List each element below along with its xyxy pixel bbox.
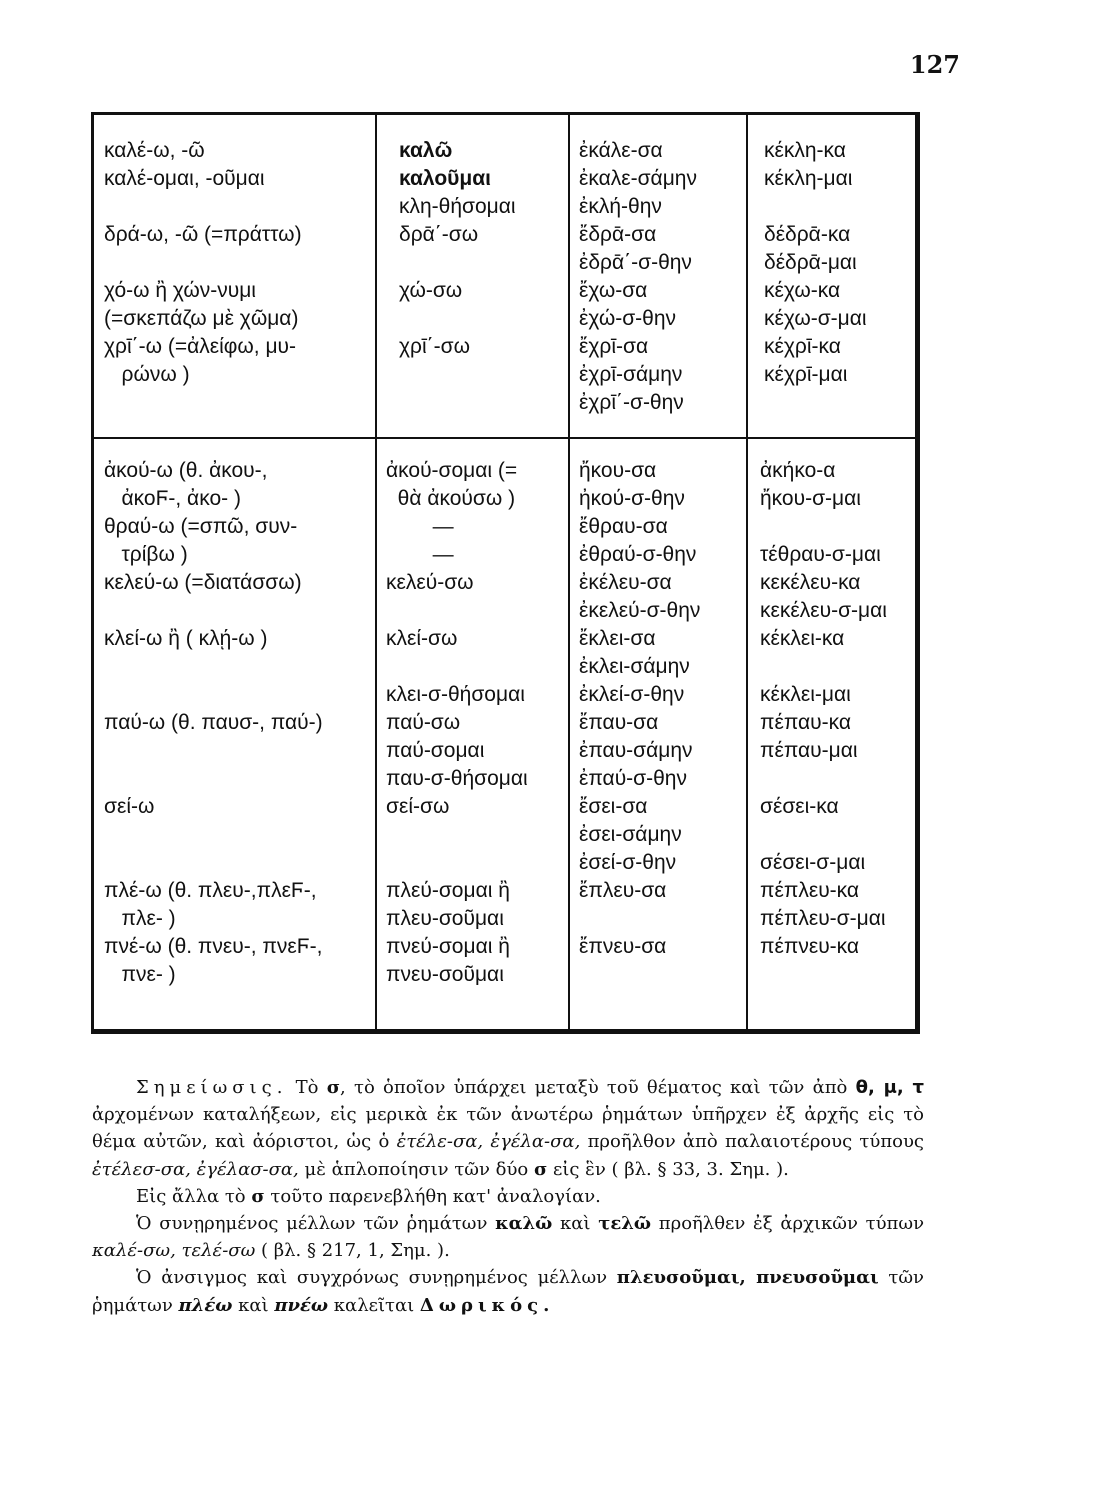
table-cell-line <box>104 821 323 849</box>
table-cell-line: ἐκάλε-σα <box>579 139 663 162</box>
table-cell-line: ἐκλει-σάμην <box>579 655 690 678</box>
table-cell-line: κέχω-σ-μαι <box>764 307 867 330</box>
table-cell-line: ἐκέλευ-σα <box>579 571 672 594</box>
table-cell-line: δέδρᾱ-μαι <box>764 251 857 274</box>
table-cell-line: παύ-σομαι <box>386 739 485 762</box>
table-cell-line: πέπαυ-κα <box>760 711 852 734</box>
table-cell-line <box>760 765 887 793</box>
table-cell-line: σεί-ω <box>104 795 155 818</box>
table-cell-line <box>104 193 302 221</box>
table-cell-line: ἐδρᾱ΄-σ-θην <box>579 251 692 274</box>
table-cell-line: κέκλει-κα <box>760 627 845 650</box>
note-paragraph: Εἰς ἄλλα τὸ σ τοῦτο παρενεβλήθη κατ' ἀναλογίαν. <box>136 1185 601 1207</box>
table-cell-line <box>760 653 887 681</box>
table-cell-line: ἔπλευ-σα <box>579 879 667 902</box>
table-cell-line: ἀκού-ω (θ. ἀκου-, <box>104 459 268 482</box>
table-cell-line: πνέ-ω (θ. πνευ-, πνεϜ-, <box>104 935 323 958</box>
table-cell-line: πνευ-σοῦμαι <box>386 963 504 986</box>
table-cell-line: ἐκλή-θην <box>579 195 662 218</box>
table-cell-line: ἐχρῑ-σάμην <box>579 363 683 386</box>
table-cell-line: ἐσει-σάμην <box>579 823 682 846</box>
table-cell-line: ἔσει-σα <box>579 795 648 818</box>
table-cell-line <box>104 765 323 793</box>
table-cell-line: θὰ ἀκούσω ) <box>386 487 516 510</box>
table-cell-line <box>104 737 323 765</box>
table-cell-line: ἔδρᾱ-σα <box>579 223 657 246</box>
table-cell-line: χρῑ΄-ω (=ἀλείφω, μυ- <box>104 335 297 358</box>
table-cell-line: παυ-σ-θήσομαι <box>386 767 528 790</box>
table-cell-line: κελεύ-ω (=διατάσσω) <box>104 571 302 594</box>
table-cell-line: ἐκελεύ-σ-θην <box>579 599 701 622</box>
table-cell-line: — <box>386 515 454 538</box>
column-divider <box>746 115 748 1029</box>
table-cell-line <box>386 821 528 849</box>
table-cell-line <box>104 849 323 877</box>
section1-future-column <box>399 137 516 361</box>
section2-future-column <box>386 457 528 989</box>
table-cell-line: κεκέλευ-σ-μαι <box>760 599 887 622</box>
table-cell-line: ἀκήκο-α <box>760 459 836 482</box>
table-cell-line: ρώνω ) <box>104 363 190 386</box>
table-cell-line <box>104 597 323 625</box>
table-cell-line: τρίβω ) <box>104 543 188 566</box>
table-cell-line: ἐσεί-σ-θην <box>579 851 677 874</box>
table-cell-line: χρῑ΄-σω <box>399 335 470 358</box>
table-cell-line <box>399 249 516 277</box>
table-cell-line <box>386 597 528 625</box>
table-cell-line: παύ-ω (θ. παυσ-, παύ-) <box>104 711 323 734</box>
table-cell-line: κέκλει-μαι <box>760 683 851 706</box>
table-cell-line: — <box>386 543 454 566</box>
table-cell-line: ἐχώ-σ-θην <box>579 307 677 330</box>
table-cell-line: πλευ-σοῦμαι <box>386 907 504 930</box>
table-cell-line: κέχω-κα <box>764 279 841 302</box>
table-cell-line: πέπλευ-κα <box>760 879 860 902</box>
table-cell-line: πλέ-ω (θ. πλευ-,πλεϜ-, <box>104 879 317 902</box>
table-cell-line <box>760 821 887 849</box>
table-cell-line: ἤκου-σα <box>579 459 657 482</box>
note-label: Σημείωσις. <box>136 1077 288 1098</box>
table-cell-line: καλέ-ομαι, -οῦμαι <box>104 167 265 190</box>
table-cell-line: τέθραυ-σ-μαι <box>760 543 881 566</box>
table-cell-line: σεί-σω <box>386 795 450 818</box>
table-cell-line: χό-ω ἢ χών-νυμι <box>104 279 256 302</box>
note-paragraph: Σημείωσις. Τὸ σ, τὸ ὁποῖον ὑπάρχει μεταξὺ τοῦ θέματος καὶ τῶν ἀπὸ θ, μ, τ ἀρχομένων καταλήξεων, εἰς μερικὰ ἐκ τῶν ἀνωτέρω ῥημάτων ὑπῆρχεν ἐξ ἀρχῆς εἰς τὸ θέμα αὐτῶν, καὶ ἀόριστοι, ὡς ὁ ἐτέλε-σα, ἐγέλα-σα, προῆλθον ἀπὸ παλαιοτέρους τύπους ἐτέλεσ-σα, ἐγέλασ-σα, μὲ ἁπλοποίησιν τῶν δύο σ εἰς ἓν ( βλ. § 33, 3. Σημ. ). <box>92 1077 925 1180</box>
table-cell-line: σέσει-κα <box>760 795 839 818</box>
table-cell-line: ἠκού-σ-θην <box>579 487 685 510</box>
table-cell-line: ἐπαυ-σάμην <box>579 739 693 762</box>
table-cell-line: κέκλη-μαι <box>764 167 853 190</box>
table-cell-line: δρᾱ΄-σω <box>399 223 479 246</box>
table-cell-line: κλεί-ω ἢ ( κλῄ-ω ) <box>104 627 268 650</box>
table-cell-line <box>764 193 867 221</box>
table-cell-line <box>104 653 323 681</box>
section1-perfect-column <box>764 137 867 389</box>
table-cell-line: ἤκου-σ-μαι <box>760 487 861 510</box>
table-cell-line: δέδρᾱ-κα <box>764 223 851 246</box>
table-cell-line: ἔθραυ-σα <box>579 515 668 538</box>
note-paragraph: Ὁ συνῃρημένος μέλλων τῶν ῥημάτων καλῶ καὶ τελῶ προῆλθεν ἐξ ἀρχικῶν τύπων καλέ-σω, τελέ-σω ( βλ. § 217, 1, Σημ. ). <box>92 1213 925 1262</box>
table-cell-line: ἐπαύ-σ-θην <box>579 767 687 790</box>
table-cell-line: ἔκλει-σα <box>579 627 656 650</box>
table-cell-line: καλέ-ω, -ῶ <box>104 139 205 162</box>
table-cell-line: κελεύ-σω <box>386 571 474 594</box>
table-cell-line: (=σκεπάζω μὲ χῶμα) <box>104 307 299 330</box>
table-cell-line: ἔχρῑ-σα <box>579 335 649 358</box>
table-cell-line: χώ-σω <box>399 279 463 302</box>
column-divider <box>375 115 377 1029</box>
note-paragraph: Ὁ ἀνσιγμος καὶ συγχρόνως συνῃρημένος μέλλων πλευσοῦμαι, πνευσοῦμαι τῶν ῥημάτων πλέω καὶ πνέω καλεῖται Δωρικός. <box>92 1267 924 1316</box>
table-cell-line: παύ-σω <box>386 711 461 734</box>
table-cell-line: πέπνευ-κα <box>760 935 860 958</box>
table-cell-line: καλῶ <box>399 139 453 162</box>
section1-present-column <box>104 137 302 389</box>
table-cell-line <box>579 905 700 933</box>
table-cell-line: ἔπαυ-σα <box>579 711 659 734</box>
table-cell-line: πλε- ) <box>104 907 176 930</box>
table-cell-line <box>386 849 528 877</box>
column-divider <box>568 115 570 1029</box>
section-divider <box>94 437 915 439</box>
table-cell-line <box>386 653 528 681</box>
table-cell-line: κλεί-σω <box>386 627 458 650</box>
table-cell-line <box>760 513 887 541</box>
table-cell-line: ἐκλεί-σ-θην <box>579 683 685 706</box>
table-cell-line: ἀκοϜ-, ἀκο- ) <box>104 487 241 510</box>
table-cell-line: ἀκού-σομαι (= <box>386 459 518 482</box>
table-cell-line: κεκέλευ-κα <box>760 571 861 594</box>
table-cell-line: σέσει-σ-μαι <box>760 851 866 874</box>
table-cell-line: ἔπνευ-σα <box>579 935 667 958</box>
section2-aorist-column <box>579 457 700 961</box>
table-cell-line: πέπλευ-σ-μαι <box>760 907 886 930</box>
table-cell-line: πνεύ-σομαι ἢ <box>386 935 510 958</box>
conjugation-table <box>91 112 920 1034</box>
table-cell-line: καλοῦμαι <box>399 167 491 190</box>
table-cell-line: ἔχω-σα <box>579 279 648 302</box>
section1-aorist-column <box>579 137 697 417</box>
table-cell-line: δρά-ω, -ῶ (=πράττω) <box>104 223 302 246</box>
section2-perfect-column <box>760 457 887 961</box>
table-cell-line: πλεύ-σομαι ἢ <box>386 879 510 902</box>
table-cell-line: κέχρῑ-κα <box>764 335 841 358</box>
table-cell-line <box>104 681 323 709</box>
page-number: 127 <box>909 50 960 79</box>
table-cell-line: ἐκαλε-σάμην <box>579 167 697 190</box>
table-cell-line <box>399 305 516 333</box>
table-cell-line: ἐχρῑ΄-σ-θην <box>579 391 684 414</box>
notes-section <box>92 1074 924 1394</box>
table-cell-line: κέκλη-κα <box>764 139 846 162</box>
table-cell-line: ἐθραύ-σ-θην <box>579 543 697 566</box>
table-cell-line: θραύ-ω (=σπῶ, συν- <box>104 515 298 538</box>
table-cell-line: κλη-θήσομαι <box>399 195 516 218</box>
table-cell-line: κλει-σ-θήσομαι <box>386 683 525 706</box>
table-cell-line <box>104 249 302 277</box>
table-cell-line: πέπαυ-μαι <box>760 739 858 762</box>
table-cell-line: κέχρῑ-μαι <box>764 363 848 386</box>
table-cell-line: πνε- ) <box>104 963 176 986</box>
section2-present-column <box>104 457 323 989</box>
